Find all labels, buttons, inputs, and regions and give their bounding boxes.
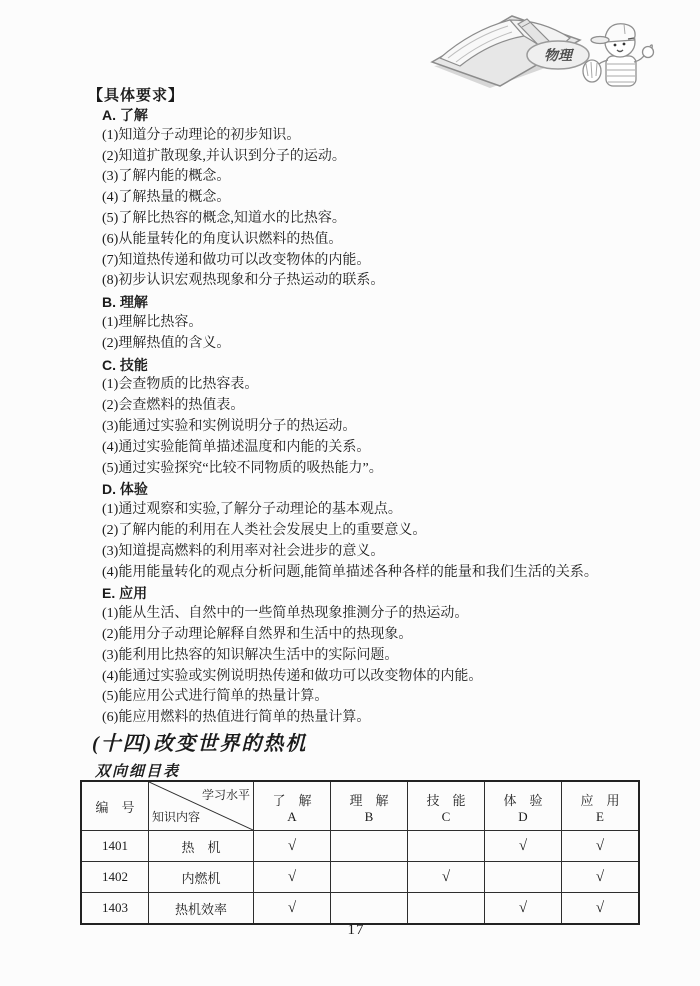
level-zh: 体 验 xyxy=(503,793,543,808)
level-zh: 了 解 xyxy=(272,793,312,808)
mark-cell xyxy=(331,893,408,925)
requirement-line: (7)知道热传递和做功可以改变物体的内能。 xyxy=(102,252,371,268)
mark-cell xyxy=(408,893,485,925)
requirement-line: (5)能应用公式进行简单的热量计算。 xyxy=(102,689,329,705)
header-cell-level-C xyxy=(408,781,485,831)
boy-right-eye xyxy=(623,43,626,46)
mark-cell: √ xyxy=(254,893,331,925)
mark-cell: √ xyxy=(562,831,640,862)
requirement-line: (5)通过实验探究“比较不同物质的吸热能力”。 xyxy=(102,460,383,476)
header-cell-id: 编 号 xyxy=(81,781,149,831)
table-title: 双向细目表 xyxy=(95,764,181,780)
corner-label-content: 知识内容 xyxy=(152,810,201,824)
mark-cell: √ xyxy=(485,893,562,925)
group-heading: A. 了解 xyxy=(102,107,148,123)
requirement-line: (4)通过实验能简单描述温度和内能的关系。 xyxy=(102,439,371,455)
subject-label: 物理 xyxy=(544,49,572,64)
requirement-line: (6)从能量转化的角度认识燃料的热值。 xyxy=(102,231,343,247)
mark-cell: √ xyxy=(562,862,640,893)
table-row xyxy=(81,862,639,893)
requirement-line: (2)会查燃料的热值表。 xyxy=(102,398,245,414)
header-decoration xyxy=(428,2,688,94)
requirements-list xyxy=(102,105,662,729)
header-cell-level-E xyxy=(562,781,640,831)
level-letter: E xyxy=(596,809,604,824)
requirement-line: (2)能用分子动理论解释自然界和生活中的热现象。 xyxy=(102,626,413,642)
page-number: 17 xyxy=(347,922,365,938)
header-cell-diagonal xyxy=(149,781,254,831)
requirement-line: (8)初步认识宏观热现象和分子热运动的联系。 xyxy=(102,273,385,289)
requirement-line: (4)能用能量转化的观点分析问题,能简单描述各种各样的能量和我们生活的关系。 xyxy=(102,564,598,580)
mark-cell: √ xyxy=(408,862,485,893)
requirement-line: (3)了解内能的概念。 xyxy=(102,169,231,185)
row-content: 热机效率 xyxy=(149,893,254,925)
requirement-line: (6)能应用燃料的热值进行简单的热量计算。 xyxy=(102,710,371,726)
level-letter: C xyxy=(441,809,451,824)
header-cell-level-A xyxy=(254,781,331,831)
mark-cell xyxy=(331,831,408,862)
header-cell-level-D xyxy=(485,781,562,831)
row-content: 内燃机 xyxy=(149,862,254,893)
requirement-line: (2)知道扩散现象,并认识到分子的运动。 xyxy=(102,148,346,164)
book-pencil-boy-illustration xyxy=(428,2,688,94)
section-heading: (十四)改变世界的热机 xyxy=(92,733,308,755)
row-id: 1401 xyxy=(81,831,149,862)
requirement-line: (2)了解内能的利用在人类社会发展史上的重要意义。 xyxy=(102,522,427,538)
table-header-row xyxy=(81,781,639,831)
mark-cell xyxy=(485,862,562,893)
level-zh: 技 能 xyxy=(426,793,466,808)
level-zh: 应 用 xyxy=(580,793,620,808)
requirement-line: (3)能通过实验和实例说明分子的热运动。 xyxy=(102,418,357,434)
requirement-line: (2)理解热值的含义。 xyxy=(102,335,231,351)
mark-cell: √ xyxy=(254,831,331,862)
level-zh: 理 解 xyxy=(349,793,389,808)
row-id: 1403 xyxy=(81,893,149,925)
boy-left-eye xyxy=(614,44,617,47)
requirement-line: (3)能利用比热容的知识解决生活中的实际问题。 xyxy=(102,647,399,663)
boy-fist xyxy=(643,47,654,58)
group-heading: B. 理解 xyxy=(102,294,148,311)
group-heading: C. 技能 xyxy=(102,356,148,373)
requirement-line: (5)了解比热容的概念,知道水的比热容。 xyxy=(102,210,346,226)
requirement-line: (1)通过观察和实验,了解分子动理论的基本观点。 xyxy=(102,502,402,518)
row-content: 热 机 xyxy=(149,831,254,862)
requirement-line: (1)知道分子动理论的初步知识。 xyxy=(102,127,301,143)
mark-cell: √ xyxy=(562,893,640,925)
cartoon-boy xyxy=(583,24,654,86)
requirement-line: (1)会查物质的比热容表。 xyxy=(102,377,259,393)
mark-cell: √ xyxy=(254,862,331,893)
group-heading: E. 应用 xyxy=(102,585,148,602)
group-heading: D. 体验 xyxy=(102,481,148,498)
cap-brim xyxy=(591,37,609,44)
level-letter: D xyxy=(518,809,528,824)
table-row xyxy=(81,831,639,862)
page-title: 【具体要求】 xyxy=(88,87,185,104)
mark-cell xyxy=(331,862,408,893)
requirement-line: (4)能通过实验或实例说明热传递和做功可以改变物体的内能。 xyxy=(102,668,483,684)
mark-cell: √ xyxy=(485,831,562,862)
requirement-line: (4)了解热量的概念。 xyxy=(102,190,231,206)
requirement-line: (3)知道提高燃料的利用率对社会进步的意义。 xyxy=(102,543,385,559)
specification-table xyxy=(80,780,640,925)
header-cell-level-B xyxy=(331,781,408,831)
row-id: 1402 xyxy=(81,862,149,893)
level-letter: B xyxy=(364,809,374,824)
mark-cell xyxy=(408,831,485,862)
requirement-line: (1)能从生活、自然中的一些简单热现象推测分子的热运动。 xyxy=(102,606,469,622)
requirement-line: (1)理解比热容。 xyxy=(102,314,203,330)
level-letter: A xyxy=(287,809,297,824)
corner-label-level: 学习水平 xyxy=(201,788,250,802)
table-row xyxy=(81,893,639,925)
